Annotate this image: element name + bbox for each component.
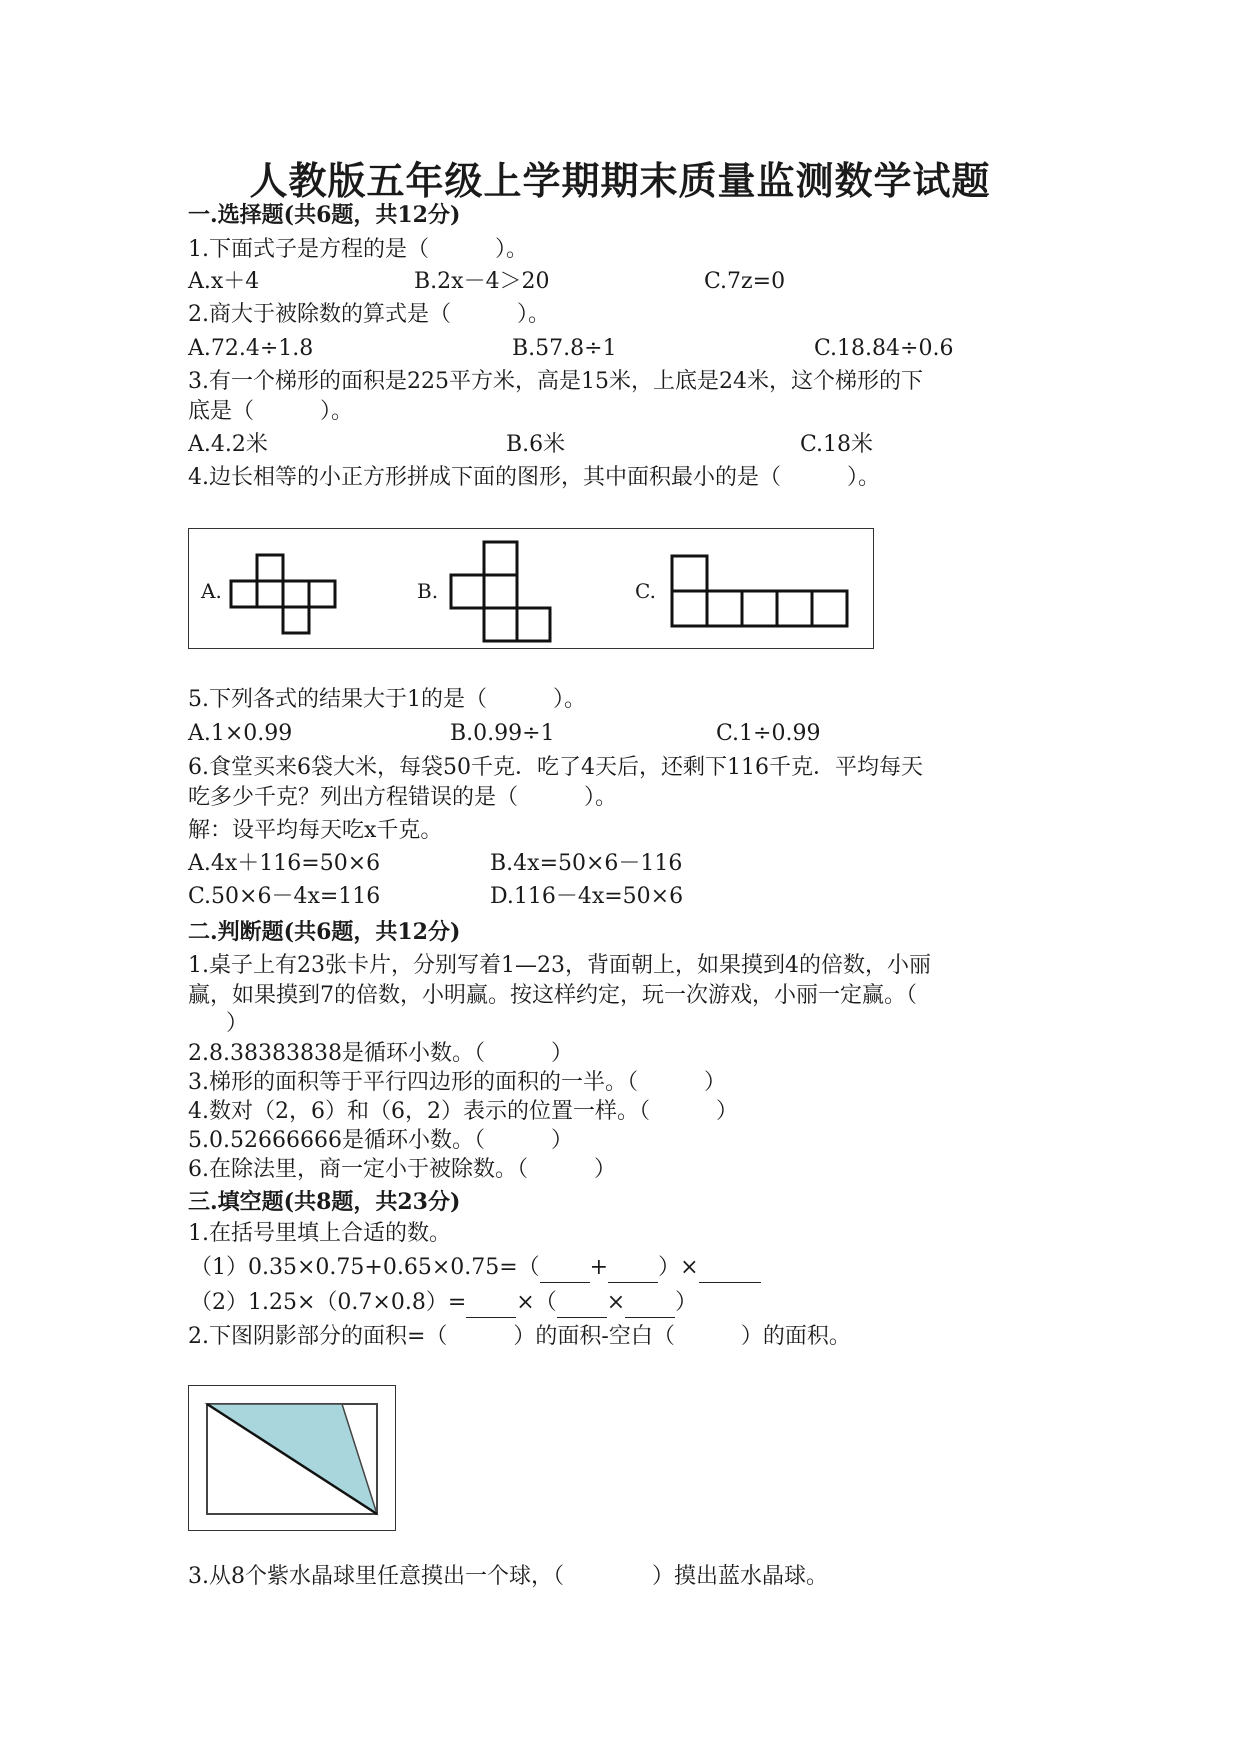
figure-c-square (672, 591, 707, 626)
figure-a-square (231, 581, 257, 607)
figure-c-square (742, 591, 777, 626)
figure-a-square (283, 607, 309, 633)
section3-heading: 三.填空题(共8题，共23分) (188, 1189, 461, 1215)
q6-option-b: B.4x=50×6－116 (490, 851, 683, 876)
shaded-figure (189, 1386, 397, 1532)
judge-q1-line1: 1.桌子上有23张卡片，分别写着1—23，背面朝上，如果摸到4的倍数，小丽 (188, 953, 931, 978)
q4-figure (189, 529, 875, 650)
page-title: 人教版五年级上学期期末质量监测数学试题 (249, 158, 991, 203)
q5-option-c: C.1÷0.99 (716, 721, 821, 746)
shaded-figure-box (188, 1385, 396, 1531)
q6-option-a: A.4x＋116=50×6 (188, 851, 381, 876)
figure-b-square (484, 608, 517, 641)
fill-q1-part2-text-d: ） (675, 1290, 698, 1315)
q1-text: 1.下面式子是方程的是（ ）。 (188, 237, 528, 262)
q2-option-c: C.18.84÷0.6 (814, 336, 954, 361)
q3-option-a: A.4.2米 (188, 432, 268, 457)
q6-solve: 解：设平均每天吃x千克。 (188, 818, 443, 843)
fill-blank[interactable] (540, 1260, 590, 1283)
fill-q2: 2.下图阴影部分的面积=（ ）的面积-空白（ ）的面积。 (188, 1324, 851, 1349)
fill-q1-part1-plus: + (589, 1255, 609, 1280)
q6-text-line1: 6.食堂买来6袋大米，每袋50千克．吃了4天后，还剩下116千克．平均每天 (188, 755, 923, 780)
fill-q1: 1.在括号里填上合适的数。 (188, 1221, 451, 1246)
q2-option-b: B.57.8÷1 (512, 336, 617, 361)
judge-q6: 6.在除法里，商一定小于被除数。（ ） (188, 1157, 616, 1182)
figure-b-square (484, 542, 517, 575)
judge-q3: 3.梯形的面积等于平行四边形的面积的一半。（ ） (188, 1070, 726, 1095)
q5-option-a: A.1×0.99 (188, 721, 293, 746)
q3-text-line1: 3.有一个梯形的面积是225平方米，高是15米，上底是24米，这个梯形的下 (188, 369, 923, 394)
q4-text: 4.边长相等的小正方形拼成下面的图形，其中面积最小的是（ ）。 (188, 465, 880, 490)
q3-option-c: C.18米 (800, 432, 874, 457)
fill-q1-part1 (190, 1253, 761, 1283)
figure-c-label: C. (635, 579, 656, 603)
judge-q1-line3: ） (226, 1011, 249, 1036)
q2-text: 2.商大于被除数的算式是（ ）。 (188, 302, 550, 327)
fill-blank[interactable] (466, 1295, 516, 1318)
fill-q3: 3.从8个紫水晶球里任意摸出一个球，（ ）摸出蓝水晶球。 (188, 1564, 828, 1589)
judge-q2: 2.8.38383838是循环小数。（ ） (188, 1041, 573, 1066)
q1-option-b: B.2x－4＞20 (414, 269, 550, 294)
q4-figure-box (188, 528, 874, 649)
q2-option-a: A.72.4÷1.8 (188, 336, 314, 361)
q6-text-line2: 吃多少千克？列出方程错误的是（ ）。 (188, 785, 618, 810)
q5-option-b: B.0.99÷1 (450, 721, 555, 746)
judge-q1-line2: 赢，如果摸到7的倍数，小明赢。按这样约定，玩一次游戏，小丽一定赢。（ (188, 983, 917, 1008)
figure-b-label: B. (417, 579, 439, 603)
q6-option-d: D.116－4x=50×6 (490, 884, 684, 909)
figure-a-square (309, 581, 335, 607)
fill-blank[interactable] (625, 1295, 675, 1318)
fill-blank[interactable] (557, 1295, 607, 1318)
figure-c-square (777, 591, 812, 626)
q3-text-line2: 底是（ ）。 (188, 399, 354, 424)
figure-a-square (257, 555, 283, 581)
q1-option-c: C.7z=0 (704, 269, 786, 294)
figure-b-square (517, 608, 550, 641)
q6-option-c: C.50×6－4x=116 (188, 884, 381, 909)
fill-q1-part2-text-a: （2）1.25×（0.7×0.8）= (190, 1290, 467, 1315)
fill-q1-part1-text-c: ）× (658, 1255, 699, 1280)
figure-c-square (672, 556, 707, 591)
fill-q1-part2 (190, 1288, 697, 1318)
fill-q1-part2-text-c: × (606, 1290, 626, 1315)
figure-c-square (812, 591, 847, 626)
section1-heading: 一.选择题(共6题，共12分) (188, 202, 461, 228)
fill-blank[interactable] (699, 1260, 761, 1283)
judge-q5: 5.0.52666666是循环小数。（ ） (188, 1128, 573, 1153)
figure-a-square (257, 581, 283, 607)
q3-option-b: B.6米 (506, 432, 566, 457)
fill-blank[interactable] (608, 1260, 658, 1283)
figure-b-square (451, 575, 484, 608)
fill-q1-part1-text-a: （1）0.35×0.75+0.65×0.75=（ (190, 1255, 540, 1280)
figure-b-square (484, 575, 517, 608)
figure-a-label: A. (201, 579, 222, 603)
fill-q1-part2-text-b: ×（ (516, 1290, 557, 1315)
q5-text: 5.下列各式的结果大于1的是（ ）。 (188, 687, 586, 712)
q1-option-a: A.x＋4 (188, 269, 260, 294)
judge-q4: 4.数对（2，6）和（6，2）表示的位置一样。（ ） (188, 1099, 738, 1124)
figure-c-square (707, 591, 742, 626)
figure-a-square (283, 581, 309, 607)
section2-heading: 二.判断题(共6题，共12分) (188, 919, 461, 945)
